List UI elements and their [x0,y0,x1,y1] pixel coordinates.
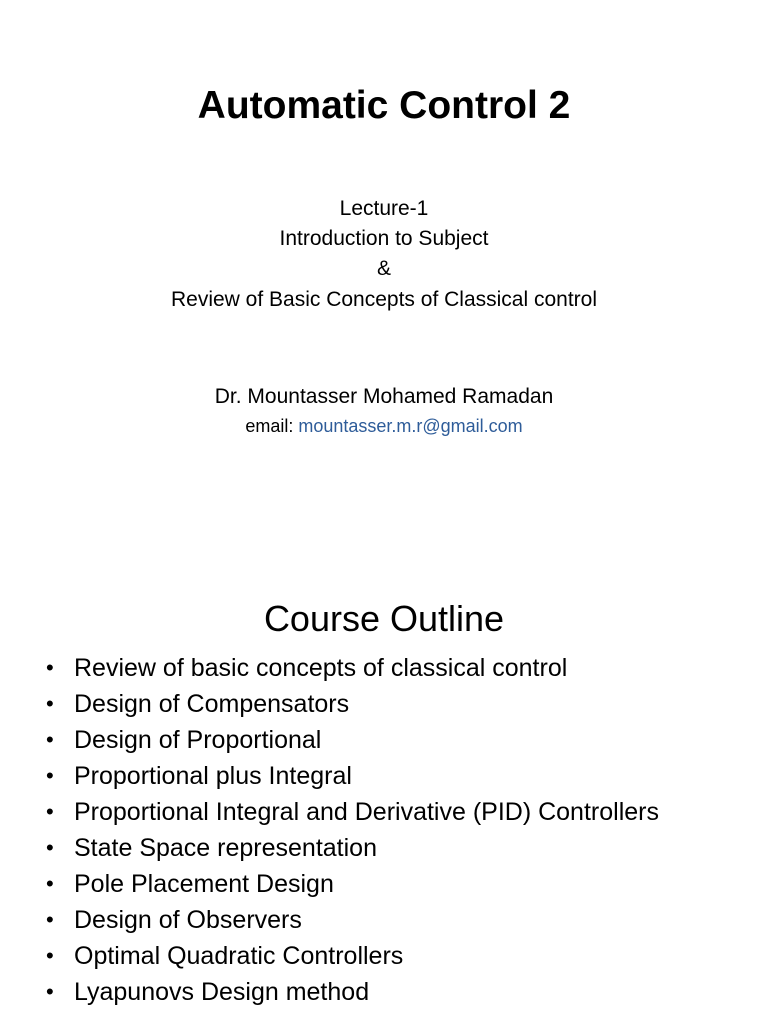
presentation-title: Automatic Control 2 [197,84,571,127]
email-line [0,413,768,439]
bullet-icon: • [46,763,54,788]
list-item-text: Design of Compensators [74,690,350,718]
outline-title: Course Outline [263,598,505,639]
lecture-topic-ampersand: & [376,257,391,280]
list-item-text: Proportional Integral and Derivative (PID) Controllers [74,798,659,826]
list-item-text: Design of Proportional [74,726,322,754]
lecture-number: Lecture-1 [339,197,429,220]
bullet-icon: • [46,655,54,680]
list-item-text: Lyapunovs Design method [74,978,370,1006]
list-item [0,938,768,974]
email-link[interactable]: mountasser.m.r@gmail.com [298,416,523,436]
author-name: Dr. Mountasser Mohamed Ramadan [214,385,554,408]
bullet-icon: • [46,979,54,1004]
list-item [0,758,768,794]
list-item-text: State Space representation [74,834,377,862]
list-item-text: Pole Placement Design [74,870,334,898]
bullet-icon: • [46,943,54,968]
list-item [0,866,768,902]
list-item [0,650,768,686]
outline-list [0,650,768,1010]
lecture-topic-review: Review of Basic Concepts of Classical control [170,288,597,311]
list-item [0,794,768,830]
list-item [0,686,768,722]
bullet-icon: • [46,835,54,860]
bullet-icon: • [46,871,54,896]
list-item-text: Review of basic concepts of classical control [74,654,568,682]
bullet-icon: • [46,907,54,932]
bullet-icon: • [46,691,54,716]
list-item-text: Design of Observers [74,906,302,934]
bullet-icon: • [46,799,54,824]
list-item-text: Proportional plus Integral [74,762,352,790]
lecture-topic-intro: Introduction to Subject [279,227,489,250]
course-outline-slide [0,560,768,1024]
list-item [0,902,768,938]
email-label: email: [245,416,299,436]
bullet-icon: • [46,727,54,752]
list-item [0,974,768,1010]
list-item-text: Optimal Quadratic Controllers [74,942,404,970]
list-item [0,722,768,758]
list-item [0,830,768,866]
